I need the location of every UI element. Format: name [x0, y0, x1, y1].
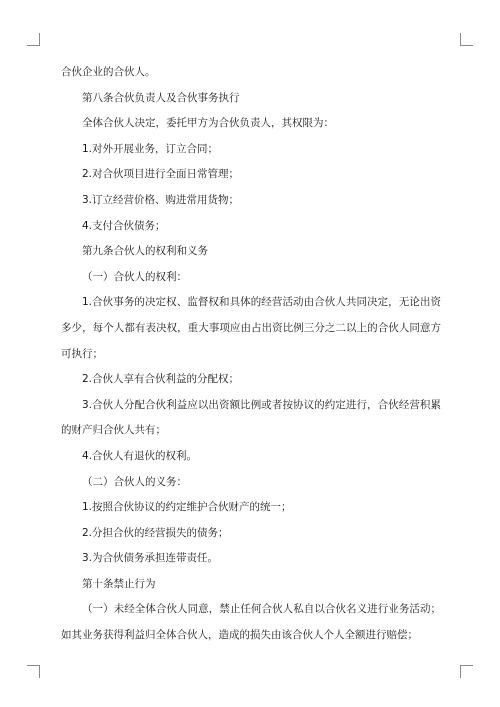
list-item: 4.支付合伙债务； [82, 219, 166, 232]
document-body [61, 60, 441, 649]
article-8-heading: 第八条合伙负责人及合伙事务执行 [82, 91, 240, 104]
crop-mark-top-right [460, 33, 473, 46]
list-item: 4.合伙人有退伙的权利。 [82, 449, 198, 462]
list-item: 2.对合伙项目进行全面日常管理； [82, 168, 240, 181]
crop-mark-top-left [27, 33, 40, 46]
article-9-heading: 第九条合伙人的权利和义务 [82, 245, 208, 258]
list-item: 3.合伙人分配合伙利益应以出资额比例或者按协议的约定进行，合伙经营积累的财产归合伙人共有； [61, 398, 441, 437]
list-item: 1.对外开展业务，订立合同； [82, 142, 219, 155]
list-item: 1.按照合伙协议的约定维护合伙财产的统一； [82, 501, 292, 514]
crop-mark-bottom-right [460, 665, 473, 678]
crop-mark-bottom-left [27, 665, 40, 678]
list-item: 2.分担合伙的经营损失的债务； [82, 526, 229, 539]
list-item: 3.为合伙债务承担连带责任。 [82, 552, 219, 565]
paragraph-continuation: 合伙企业的合伙人。 [61, 66, 156, 78]
list-item: 1.合伙事务的决定权、监督权和具体的经营活动由合伙人共同决定，无论出资多少，每个人都有表决权，重大事项应由占出资比例三分之二以上的合伙人同意方可执行； [61, 296, 441, 360]
section-heading-rights: （一）合伙人的权利： [82, 270, 187, 283]
paragraph: （一）未经全体合伙人同意，禁止任何合伙人私自以合伙名义进行业务活动；如其业务获得利益归全体合伙人，造成的损失由该合伙人个人全额进行赔偿； [61, 603, 441, 642]
section-heading-obligations: （二）合伙人的义务： [82, 475, 187, 488]
list-item: 2.合伙人享有合伙利益的分配权； [82, 373, 240, 386]
paragraph: 全体合伙人决定，委托甲方为合伙负责人，其权限为： [82, 117, 334, 130]
article-10-heading: 第十条禁止行为 [82, 577, 156, 590]
list-item: 3.订立经营价格、购进常用货物； [82, 193, 240, 206]
